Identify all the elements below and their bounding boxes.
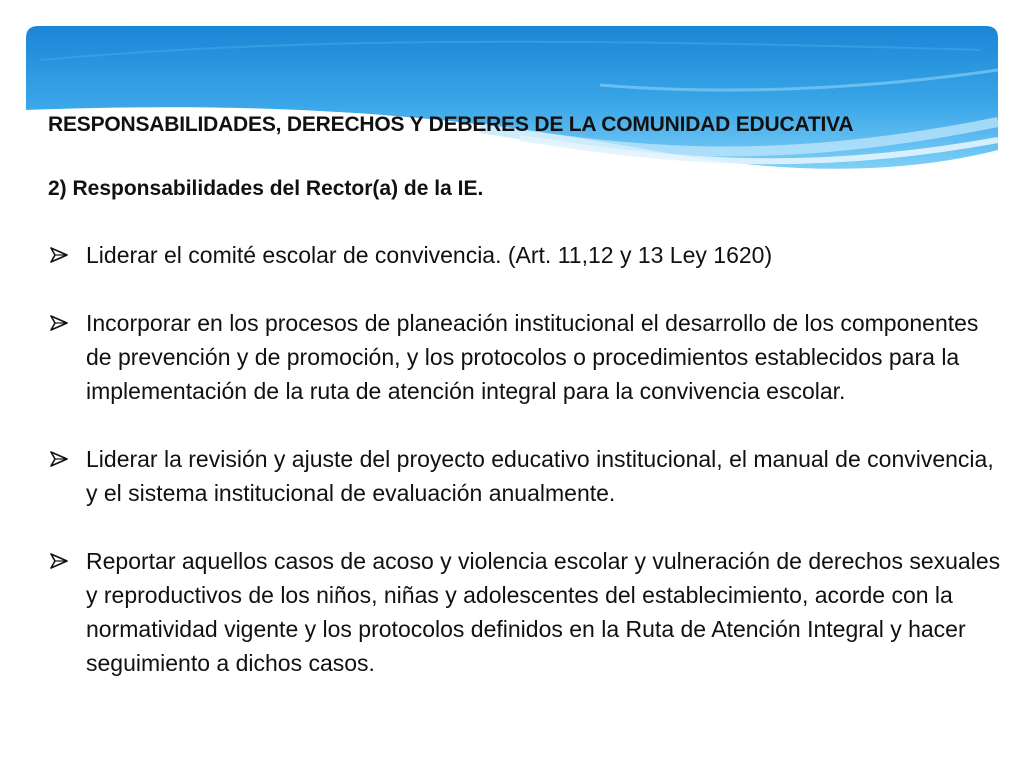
arrow-bullet-icon [50, 247, 68, 263]
bullet-text: Liderar el comité escolar de convivencia. (Art. 11,12 y 13 Ley 1620) [86, 242, 773, 268]
arrow-bullet-icon [50, 451, 68, 467]
slide-content [48, 108, 1008, 714]
list-item [48, 306, 1008, 408]
section-subheading: 2) Responsabilidades del Rector(a) de la IE. [48, 177, 484, 200]
list-item [48, 238, 1008, 272]
list-item [48, 544, 1008, 680]
bullet-list [48, 238, 1008, 680]
arrow-bullet-icon [50, 553, 68, 569]
bullet-text: Incorporar en los procesos de planeación institucional el desarrollo de los componentes de prevención y de promoción, y los protocolos o procedimientos establecidos para la implementación de la ruta de atención integral para la convivencia escolar. [86, 310, 979, 404]
list-item [48, 442, 1008, 510]
arrow-bullet-icon [50, 315, 68, 331]
bullet-text: Liderar la revisión y ajuste del proyecto educativo institucional, el manual de convivencia, y el sistema institucional de evaluación anualmente. [86, 446, 994, 506]
bullet-text: Reportar aquellos casos de acoso y violencia escolar y vulneración de derechos sexuales y reproductivos de los niños, niñas y adolescentes del establecimiento, acorde con la normatividad vigente y los protocolos definidos en la Ruta de Atención Integral y hacer seguimiento a dichos casos. [86, 548, 1001, 676]
slide-heading: RESPONSABILIDADES, DERECHOS Y DEBERES DE LA COMUNIDAD EDUCATIVA [48, 113, 854, 136]
